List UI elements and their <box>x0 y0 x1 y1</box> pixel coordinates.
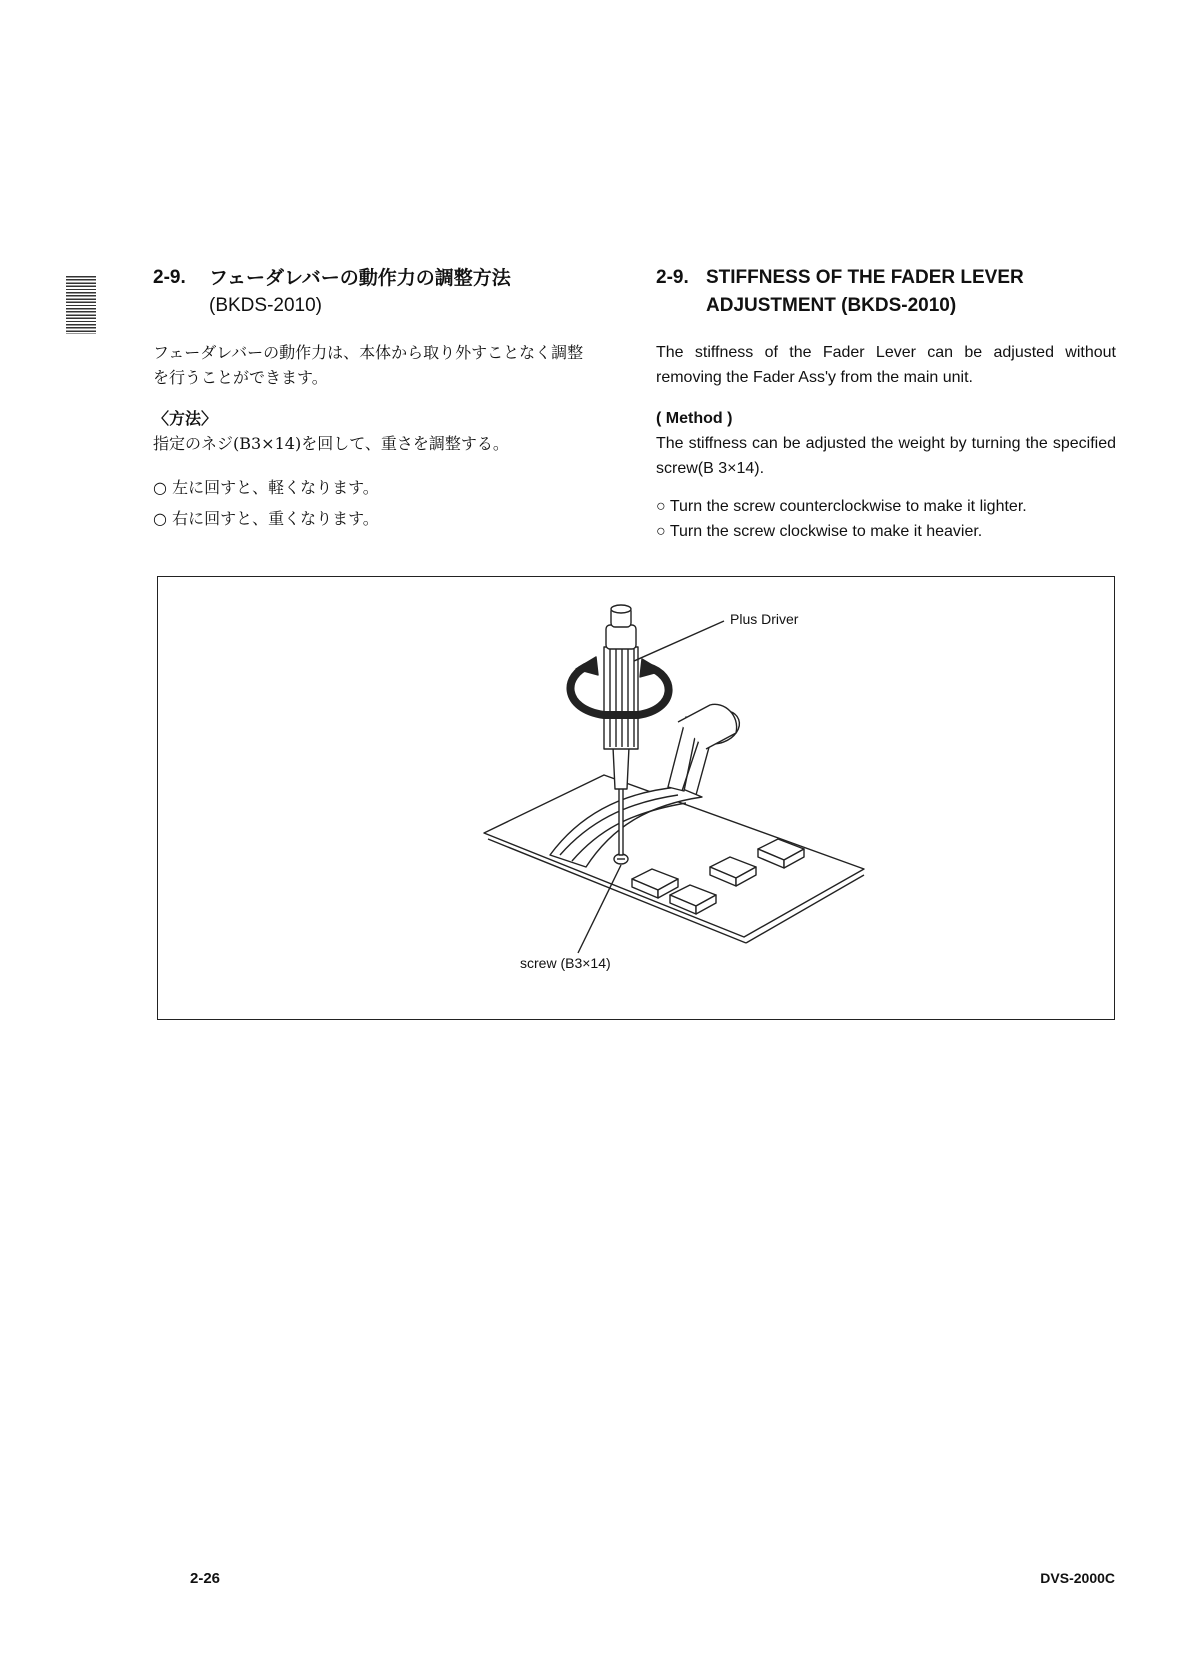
en-bullet-list <box>656 494 1116 544</box>
margin-barcode <box>66 276 96 334</box>
list-item <box>153 503 623 534</box>
fader-illustration <box>158 577 1114 1019</box>
en-method-label: ( Method ) <box>656 410 733 427</box>
jp-bullet-text: 右に回すと、重くなります。 <box>172 509 379 528</box>
fader-adjustment-figure <box>157 576 1115 1020</box>
english-column <box>656 264 1116 544</box>
bullet-circle-icon: ○ <box>656 523 666 540</box>
driver-leader-line <box>634 621 724 661</box>
en-bullet-text: Turn the screw clockwise to make it heavier. <box>669 523 983 540</box>
en-section-number: 2-9. <box>656 267 689 288</box>
model-name: DVS-2000C <box>1040 1570 1115 1586</box>
bullet-circle-icon: ○ <box>153 478 167 497</box>
japanese-column <box>153 264 623 534</box>
jp-intro <box>153 340 623 390</box>
en-intro: The stiffness of the Fader Lever can be adjusted without removing the Fader Ass'y from the main unit. <box>656 344 1116 386</box>
page-number: 2-26 <box>190 1570 221 1587</box>
jp-bullet-text: 左に回すと、軽くなります。 <box>172 478 379 497</box>
bullet-circle-icon: ○ <box>153 509 167 528</box>
en-section-title-line: ADJUSTMENT (BKDS-2010) <box>706 295 957 316</box>
jp-section-subtitle: (BKDS-2010) <box>209 295 322 316</box>
en-bullet-text: Turn the screw counterclockwise to make it lighter. <box>669 498 1027 515</box>
jp-section-heading <box>153 264 623 320</box>
bullet-circle-icon: ○ <box>656 498 666 515</box>
jp-intro-line: を行うことができます。 <box>153 368 328 387</box>
jp-method-text: 指定のネジ(B3×14)を回して、重さを調整する。 <box>153 434 509 453</box>
en-method <box>656 406 1116 481</box>
list-item <box>153 472 623 503</box>
en-method-text: The stiffness can be adjusted the weight by turning the specified screw(B 3×14). <box>656 435 1116 477</box>
jp-method <box>153 406 623 456</box>
jp-bullet-list <box>153 472 623 534</box>
jp-intro-line: フェーダレバーの動作力は、本体から取り外すことなく調整 <box>153 343 584 362</box>
plus-driver-label: Plus Driver <box>730 611 799 627</box>
jp-method-label: 〈方法〉 <box>153 409 218 428</box>
screw-label: screw (B3×14) <box>520 955 611 971</box>
jp-section-number: 2-9. <box>153 267 186 288</box>
en-section-title-line: STIFFNESS OF THE FADER LEVER <box>706 267 1024 288</box>
jp-section-title: フェーダレバーの動作力の調整方法 <box>209 267 511 289</box>
list-item <box>656 519 1116 544</box>
en-section-heading <box>656 264 1116 320</box>
list-item <box>656 494 1116 519</box>
